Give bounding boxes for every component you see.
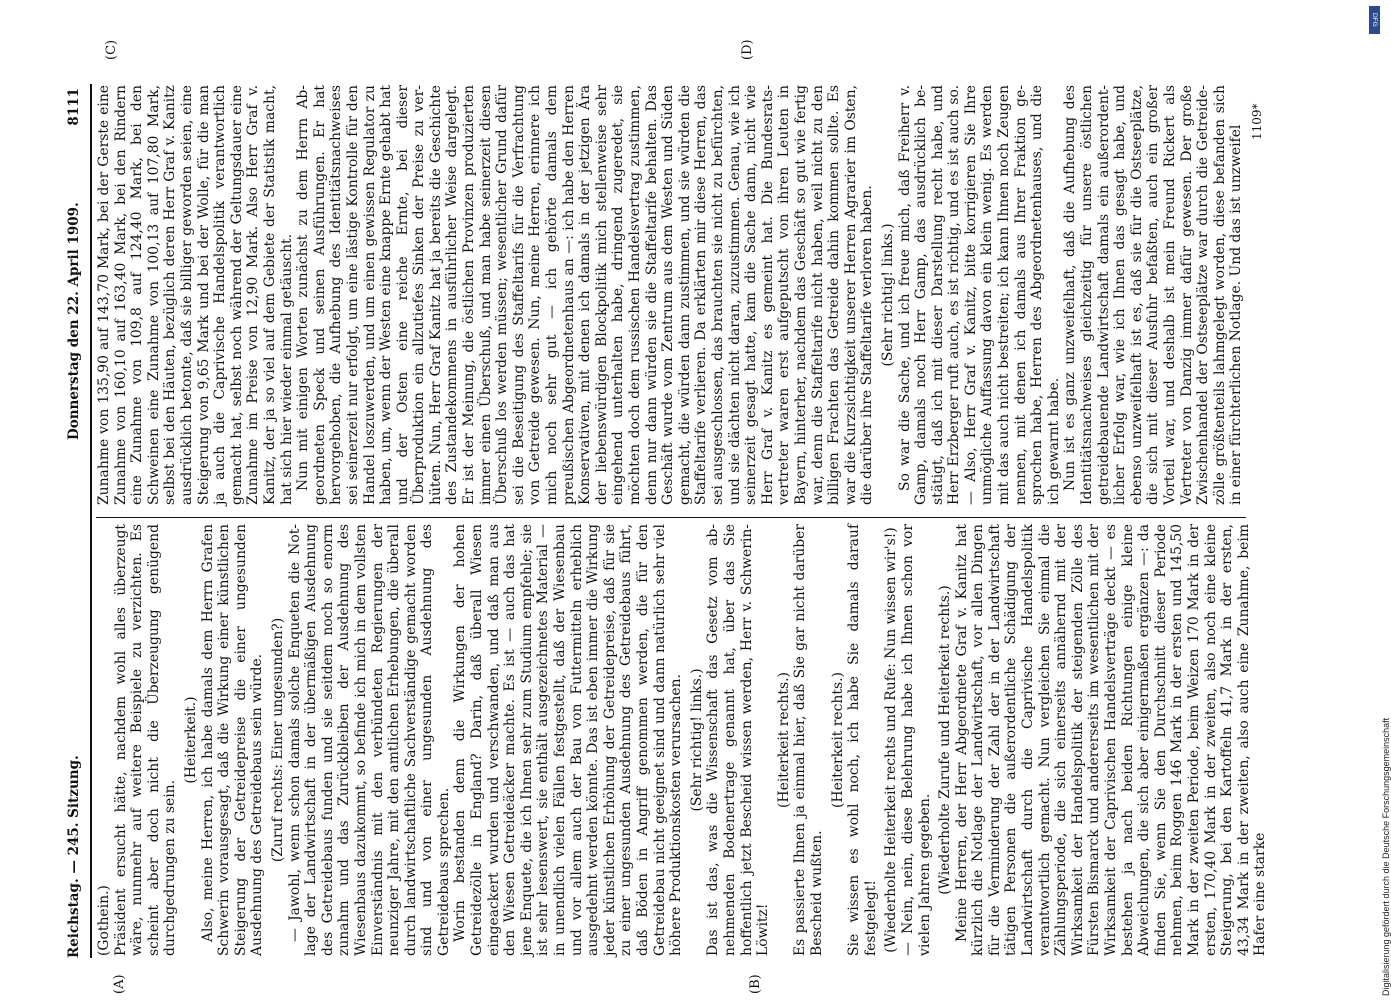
speaker-tag: (Gothein.) [96,885,112,956]
paragraph: Worin bestanden denn die Wirkungen der hohen Getreidezölle in England? Darin, daß überall Wiesen eingeackert wurden und verschwanden, und daß man aus den Wiesen Getreideäcker machte. Es ist — auch das hat jene Enquete, die ich Ihnen sehr zum Studium empfehle; sie ist sehr lesenswert, sie enthält ausgezeichnetes Material — in unendlich vielen Fällen festgestellt, daß der Wiesenbau und vor allem auch der Bau von Futtermitteln erheblich ausgedehnt werden könnte. Das ist eben immer die Wirkung jeder künstlichen Erhöhung der Getreidepreise, daß für sie zu einer ungesunden Ausdehnung des Getreidebaus führt, daß Böden in Angriff genommen werden, die für den Getreidebau nicht geeignet sind und dann natürlich sehr viel höhere Produktionskosten verursachen. [452,524,685,956]
paragraph: Also, meine Herren, ich habe damals dem Herrn Grafen Schwerin vorausgesagt, daß die Wirkung einer künstlichen Steigerung der Getreidepreise die einer ungesunden Ausdehnung des Getreidebaus sein würde. [199,524,266,956]
page-number: 8111 [66,88,82,126]
interjection: (Heiterkeit.) [182,696,199,784]
paragraph: Nun ist es ganz unzweifelhaft, daß die Aufhebung des Identitätsnachweises gleichzeitig für unsere östlichen getreidebauende Landwirtschaft damals ein außerordentlicher Erfolg war, wie ich Ihnen das gesagt habe, und ebenso unzweifelhaft ist es, daß sie für die Ostseeplätze, die sich mit dieser Ausfuhr befaßten, auch ein großer Vorteil war, und deshalb ist mein Freund Rickert als Vertreter von Danzig immer dafür gewesen. Der große Zwischenhandel der Ostseeplätze war durch die Getreidezölle größtenteils lahmgelegt worden, diese befanden sich in einer fürchterlichen Notlage. Und das ist unzweifel [1062,85,1245,505]
interjection: (Heiterkeit rechts.) [829,672,846,808]
column-divider [96,517,1246,518]
margin-mark-c: (C) [104,39,119,60]
paragraph: — Nein, nein, diese Belehrung habe ich Ihnen schon vor vielen Jahren gegeben. [899,524,933,956]
interjection: (Sehr richtig! links.) [879,223,896,367]
interjection: (Sehr richtig! links.) [688,668,705,812]
interjection: (Wiederholte Zurufe und Heiterkeit rechts.) [937,585,954,895]
paragraph: Sie wissen es wohl noch, ich habe Sie damals darauf festgelegt! [846,524,879,956]
paragraph: — Jawohl, wenn schon damals solche Enqueten die Notlage der Landwirtschaft in der übermäßigen Ausdehnung des Getreidebaus funden und sie seitdem noch so enorm zunahm und das Zurückbleiben der Ausdehnung des Wiesenbaus dazukommt, so befinde ich mich in dem vollsten Einverständnis mit den verbündeten Regierungen der neunziger Jahre, mit den amtlichen Erhebungen, die überall durch landwirtschaftliche Sachverständige gemacht worden sind und von einer ungesunden Ausdehnung des Getreidebaus sprechen. [286,524,452,956]
margin-mark-b: (B) [748,974,763,994]
footer-number: 1109* [1250,103,1264,140]
header-date: Donnerstag den 22. April 1909. [66,202,82,440]
paragraph: Nun mit einigen Worten zunächst zu dem Herrn Abgeordneten Speck und seinen Ausführungen. Er hat hervorgehoben, die Aufhebung des Identitätsnachweises sei seinerzeit nur erfolgt, um eine lästige Kontrolle für den Handel loszuwerden, und um einen gewissen Regulator zu haben, um, wenn der Westen eine knappe Ernte gehabt hat und der Osten eine reiche Ernte, bei dieser Überproduktion ein allzutiefes Sinken der Preise zu verhüten. Nun, Herr Graf Kanitz hat ja bereits die Geschichte des Zustandekommens in ausführlicher Weise dargelegt. Er ist der Meinung, die östlichen Provinzen produzierten immer einen Überschuß, und man habe seinerzeit diesen Überschuß los werden müssen; wesentlicher Grund dafür sei die Beseitigung des Staffeltarifs für die Verfrachtung von Getreide gewesen. Nun, meine Herren, erinnere ich mich noch sehr gut — ich gehörte damals dem preußischen Abgeordnetenhaus an —: ich habe den Herren Konservativen, mit denen ich damals in der jetzigen Ära der liebenswürdigen Blockpolitik mich stellenweise sehr eingehend unterhalten habe, dringend zugeredet, sie möchten doch dem russischen Handelsvertrag zustimmen, denn nur dann würden sie die Staffeltarife behalten. Das Geschäft wurde vom Zentrum aus dem Westen und Süden gemacht, die würden dann zustimmen, und sie würden die Staffeltarife verlieren. Da erklärten mir diese Herren, das sei ausgeschlossen, das brauchten sie nicht zu befürchten, und sie dächten nicht daran, zuzustimmen. Genau, wie ich seinerzeit gesagt hatte, kam die Sache dann, nicht wie Herr Graf v. Kanitz es gemeint hat. Die Bundesratsvertreter waren erst aufgeputscht von ihren Leuten in Bayern, hinterher, nachdem das Geschäft so gut wie fertig war, denn die Staffeltarife nicht haben, weil nicht zu den billigen Frachten das Getreide dahin kommen sollte. Es war die Kurzsichtigkeit unserer Herren Agrarier im Osten, die darüber ihre Staffeltarife verloren haben. [295,85,876,505]
interjection: (Wiederholte Heiterkeit rechts und Rufe: Nun wissen wir's!) [883,527,900,953]
right-column [96,85,1245,505]
paragraph: Es passierte Ihnen ja einmal hier, daß Sie gar nicht darüber Bescheid wußten. [792,524,825,956]
interjection: (Heiterkeit rechts.) [775,672,792,808]
margin-mark-d: (D) [740,39,755,60]
digitization-sidebar [1368,6,1391,996]
paragraph: Zunahme von 135,90 auf 143,70 Mark, bei der Gerste eine Zunahme von 160,10 auf 163,40 Mark, bei den Rindern eine Zunahme von 109,8 auf 124,40 Mark, bei den Schweinen eine Zunahme von 100,13 auf 107,80 Mark, selbst bei den Häuten, bezüglich deren Herr Graf v. Kanitz ausdrücklich betonte, daß sie billiger geworden seien, eine Steigerung von 9,65 Mark und bei der Wolle, für die man ja auch die Caprivische Handelspolitik verantwortlich gemacht hat, selbst noch während der Geltungsdauer eine Zunahme im Preise von 12,90 Mark. Also Herr Graf v. Kanitz, der ja so viel auf dem Gebiete der Statistik macht, hat sich hier wieder einmal getäuscht. [96,85,295,505]
running-header [62,0,88,1000]
left-column [96,524,1269,956]
paragraph: Das ist das, was die Wissenschaft das Gesetz vom abnehmenden Bodenertrage genannt hat, über das Sie hoffentlich jetzt Bescheid wissen werden, Herr v. Schwerin-Löwitz! [705,524,772,956]
interjection: (Zuruf rechts: Einer ungesunden?) [269,617,286,863]
paragraph: So war die Sache, und ich freue mich, daß Freiherr v. Gamp, damals noch Herr Gamp, das ausdrücklich bestätigt, daß ich mit dieser Darstellung recht habe, und Herr Erzberger ruft auch, es ist richtig, und es ist auch so. — Also, Herr Graf v. Kanitz, bitte korrigieren Sie Ihre unmögliche Auffassung davon ein klein wenig. Es werden mit das auch nicht bestreiten; ich kann Ihnen noch Zeugen nennen, mit denen ich damals aus Ihrer Fraktion gesprochen habe, Herren des Abgeordnetenhauses, und die ich gewarnt habe. [896,85,1062,505]
paragraph: Meine Herren, der Herr Abgeordnete Graf v. Kanitz hat kürzlich die Notlage der Landwirtschaft, vor allen Dingen für die Verminderung der Zahl der in der Landwirtschaft tätigen Personen die außerordentliche Schädigung der Landwirtschaft durch die Caprivische Handelspolitik verantwortlich gemacht. Nun vergleichen Sie einmal die Zählungsperiode, die sich einerseits annähernd mit der Wirksamkeit der Handelspolitik der steigenden Zölle des Fürsten Bismarck und andererseits im wesentlichen mit der Wirksamkeit der Caprivischen Handelsverträge deckt — es bestehen ja nach beiden Richtungen einige kleine Abweichungen, die sich aber einigermaßen ergänzen —: da finden Sie, wenn Sie den Durchschnitt dieser Periode nehmen, beim Roggen 146 Mark in der ersten und 145,50 Mark in der zweiten Periode, beim Weizen 170 Mark in der ersten, 170,40 Mark in der zweiten, also noch eine kleine Steigerung, bei den Kartoffeln 41,7 Mark in der ersten, 43,34 Mark in der zweiten, also auch eine Zunahme, beim Hafer eine starke [953,524,1269,956]
right-column-body [96,85,1245,505]
paragraph: Präsident ersucht hätte, nachdem wohl alles überzeugt wäre, nunmehr auf weitere Beispiele zu verzichten. Es scheint aber doch nicht die Überzeugung genügend durchgedrungen zu sein. [112,524,179,956]
header-left: Reichstag. — 245. Sitzung. [66,755,82,958]
dfg-logo: DFG [1369,6,1380,34]
header-rule [90,84,92,958]
margin-mark-a: (A) [112,974,127,994]
left-column-body [113,524,1269,956]
digitization-credit: Digitalisierung gefördert durch die Deutsche Forschungsgemeinschaft [1381,717,1391,996]
